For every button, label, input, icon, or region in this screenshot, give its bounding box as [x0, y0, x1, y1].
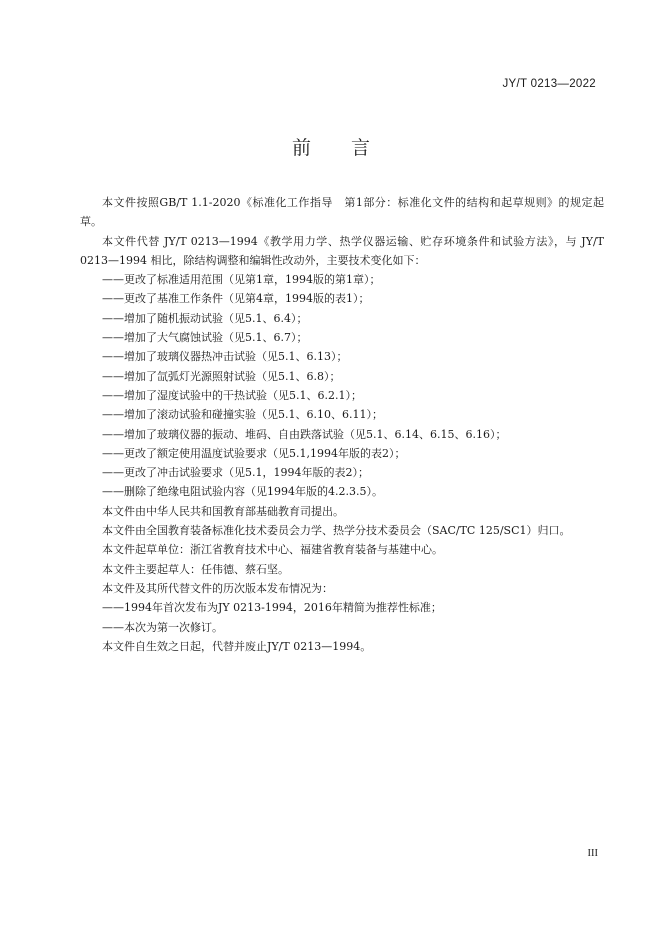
change-item: ——增加了大气腐蚀试验（见5.1、6.7）； — [102, 331, 308, 345]
change-item: ——更改了标准适用范围（见第1章，1994版的第1章）； — [102, 273, 381, 287]
change-item: ——更改了额定使用温度试验要求（见5.1,1994年版的表2）； — [102, 446, 406, 460]
change-item: ——增加了随机振动试验（见5.1、6.4）； — [102, 311, 308, 325]
change-item: ——增加了湿度试验中的干热试验（见5.1、6.2.1）； — [102, 388, 362, 402]
change-item: ——更改了冲击试验要求（见5.1，1994年版的表2）； — [102, 466, 369, 480]
paragraph-drafting-rules: 本文件按照GB/T 1.1-2020《标准化工作指导 第1部分：标准化文件的结构和起草规则》的规定起草。 — [80, 196, 604, 229]
paragraph-committee: 本文件由全国教育装备标准化技术委员会力学、热学分技术委员会（SAC/TC 125/SC1）归口。 — [102, 524, 571, 538]
paragraph-effective: 本文件自生效之日起，代替并废止JY/T 0213—1994。 — [102, 639, 372, 653]
change-item: ——增加了氙弧灯光源照射试验（见5.1、6.8）； — [102, 369, 341, 383]
body-content — [80, 193, 604, 656]
page-title: 前言 — [291, 137, 410, 159]
history-item: ——本次为第一次修订。 — [102, 620, 223, 634]
change-item: ——增加了玻璃仪器的振动、堆码、自由跌落试验（见5.1、6.14、6.15、6.16）； — [102, 427, 507, 441]
paragraph-drafting-units: 本文件起草单位：浙江省教育技术中心、福建省教育装备与基建中心。 — [102, 543, 443, 557]
paragraph-drafters: 本文件主要起草人：任伟德、蔡石坚。 — [102, 562, 289, 576]
document-code: JY/T 0213—2022 — [502, 78, 596, 90]
change-item: ——增加了玻璃仪器热冲击试验（见5.1、6.13）； — [102, 350, 348, 364]
change-item: ——增加了滚动试验和碰撞实验（见5.1、6.10、6.11）； — [102, 408, 383, 422]
history-item: ——1994年首次发布为JY 0213-1994，2016年精简为推荐性标准； — [102, 601, 442, 615]
paragraph-history-intro: 本文件及其所代替文件的历次版本发布情况为： — [102, 581, 333, 595]
paragraph-replacement: 本文件代替 JY/T 0213—1994《教学用力学、热学仪器运输、贮存环境条件和试验方法》，与 JY/T 0213—1994 相比，除结构调整和编辑性改动外，主要技术变化如下： — [80, 234, 604, 267]
change-item: ——更改了基准工作条件（见第4章，1994版的表1）； — [102, 292, 370, 306]
change-item: ——删除了绝缘电阻试验内容（见1994年版的4.2.3.5）。 — [102, 485, 383, 499]
paragraph-proposer: 本文件由中华人民共和国教育部基础教育司提出。 — [102, 504, 344, 518]
page-number: III — [587, 848, 598, 859]
